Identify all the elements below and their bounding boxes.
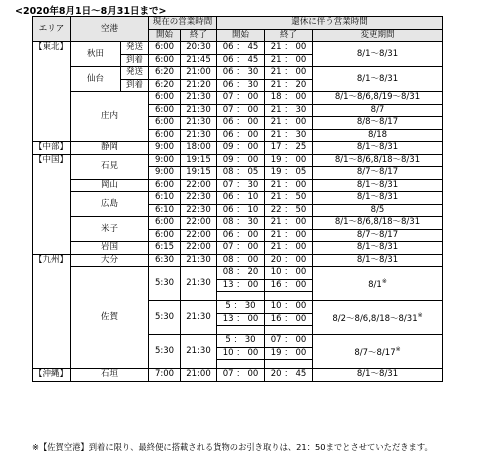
current-end-cell: 22:00	[181, 217, 217, 230]
period-cell: 8/2～8/6,8/18～8/31※	[313, 301, 443, 335]
airport-cell: 静岡	[71, 142, 149, 155]
summer-end-cell: 19 ： 00	[265, 154, 313, 167]
current-start-cell: 6:00	[149, 54, 181, 67]
footnote: ※【佐賀空港】到着に限り、最終便に搭載される貨物のお引き取りは、21：50までとさせていただきます。	[32, 442, 433, 452]
summer-end-cell: 21 ： 00	[265, 229, 313, 242]
header-summer: 還休に伴う営業時間	[217, 17, 443, 30]
table-row	[33, 254, 443, 267]
summer-end-cell: 21 ： 00	[265, 117, 313, 130]
airport-cell: 石見	[71, 154, 149, 179]
current-start-cell: 6:10	[149, 192, 181, 205]
summer-start-cell: 08 ： 05	[217, 167, 265, 180]
type-cell: 到着	[121, 54, 149, 67]
airport-cell: 仙台	[71, 67, 121, 92]
summer-end-cell: 20 ： 45	[265, 369, 313, 382]
type-cell: 到着	[121, 79, 149, 92]
current-start-cell: 9:00	[149, 154, 181, 167]
period-cell: 8/1～8/6,8/18～8/31	[313, 154, 443, 167]
summer-start-cell: 5 ： 30	[217, 301, 265, 314]
airport-cell: 広島	[71, 192, 149, 217]
summer-start-cell: 06 ： 10	[217, 192, 265, 205]
summer-start-cell: 06 ： 10	[217, 204, 265, 217]
table-row	[33, 192, 443, 205]
current-end-cell: 21:30	[181, 335, 217, 369]
current-start-cell: 9:00	[149, 167, 181, 180]
summer-start-cell: 06 ： 00	[217, 129, 265, 142]
summer-end-cell: 17 ： 25	[265, 142, 313, 155]
airport-cell: 佐賀	[71, 267, 149, 369]
summer-start-cell: 10 ： 00	[217, 347, 265, 360]
table-row	[33, 92, 443, 105]
period-cell: 8/1～8/6,8/19～8/31	[313, 92, 443, 105]
period-cell: 8/18	[313, 129, 443, 142]
area-cell: 【九州】	[33, 254, 71, 369]
period-cell: 8/5	[313, 204, 443, 217]
period-cell: 8/1～8/31	[313, 242, 443, 255]
current-end-cell: 22:00	[181, 242, 217, 255]
current-end-cell: 21:30	[181, 104, 217, 117]
summer-end-cell: 22 ： 50	[265, 204, 313, 217]
summer-end-cell: 21 ： 30	[265, 129, 313, 142]
summer-start-cell: 5 ： 30	[217, 335, 265, 348]
current-end-cell: 20:30	[181, 42, 217, 55]
current-start-cell: 6:00	[149, 229, 181, 242]
header-current-start: 開始	[149, 29, 181, 42]
table-row	[33, 179, 443, 192]
table-row	[33, 217, 443, 230]
airport-cell: 庄内	[71, 92, 149, 142]
summer-end-cell: 07 ： 00	[265, 335, 313, 348]
period-cell: 8/1～8/6,8/18～8/31	[313, 217, 443, 230]
current-start-cell: 7:00	[149, 369, 181, 382]
summer-end-cell: 21 ： 00	[265, 67, 313, 80]
summer-end-cell: 19 ： 00	[265, 347, 313, 360]
current-start-cell: 6:20	[149, 67, 181, 80]
summer-start-cell: 06 ： 45	[217, 54, 265, 67]
summer-start-cell: 08 ： 00	[217, 254, 265, 267]
table-row	[33, 42, 443, 55]
current-end-cell: 22:30	[181, 204, 217, 217]
current-end-cell: 19:15	[181, 167, 217, 180]
airport-cell: 石垣	[71, 369, 149, 382]
current-start-cell: 6:00	[149, 42, 181, 55]
period-cell: 8/1～8/31	[313, 192, 443, 205]
summer-end-cell: 16 ： 00	[265, 279, 313, 292]
airport-cell: 米子	[71, 217, 149, 242]
current-end-cell: 21:00	[181, 67, 217, 80]
summer-end-cell: 21 ： 00	[265, 242, 313, 255]
airport-cell: 岩国	[71, 242, 149, 255]
current-start-cell: 6:30	[149, 254, 181, 267]
current-start-cell: 5:30	[149, 335, 181, 369]
summer-start-cell: 06 ： 30	[217, 79, 265, 92]
summer-start-cell: 07 ： 00	[217, 242, 265, 255]
period-cell: 8/1～8/31	[313, 42, 443, 67]
summer-start-cell: 06 ： 00	[217, 229, 265, 242]
current-end-cell: 21:30	[181, 267, 217, 301]
current-end-cell: 21:20	[181, 79, 217, 92]
current-end-cell: 21:30	[181, 301, 217, 335]
area-cell: 【沖縄】	[33, 369, 71, 382]
period-cell: 8/7～8/17	[313, 167, 443, 180]
header-summer-end: 終了	[265, 29, 313, 42]
airport-cell: 岡山	[71, 179, 149, 192]
summer-end-cell: 10 ： 00	[265, 301, 313, 314]
period-cell: 8/1～8/31	[313, 254, 443, 267]
current-start-cell: 6:00	[149, 179, 181, 192]
table-row	[33, 142, 443, 155]
period-cell: 8/1～8/31	[313, 369, 443, 382]
table-row	[33, 267, 443, 280]
airport-cell: 秋田	[71, 42, 121, 67]
summer-start-cell: 07 ： 00	[217, 104, 265, 117]
header-current: 現在の営業時間	[149, 17, 217, 30]
type-cell: 発送	[121, 67, 149, 80]
current-end-cell: 21:45	[181, 54, 217, 67]
period-cell: 8/7～8/17※	[313, 335, 443, 369]
summer-start-cell: 08 ： 30	[217, 217, 265, 230]
summer-end-cell: 21 ： 50	[265, 192, 313, 205]
current-end-cell: 21:00	[181, 369, 217, 382]
current-start-cell: 6:10	[149, 204, 181, 217]
page-title: <2020年8月1日～8月31日まで>	[15, 6, 167, 17]
current-start-cell: 6:00	[149, 129, 181, 142]
summer-end-cell: 16 ： 00	[265, 313, 313, 326]
current-end-cell: 19:15	[181, 154, 217, 167]
period-cell: 8/8～8/17	[313, 117, 443, 130]
current-start-cell: 6:00	[149, 117, 181, 130]
current-start-cell: 5:30	[149, 267, 181, 301]
current-end-cell: 22:00	[181, 229, 217, 242]
current-start-cell: 5:30	[149, 301, 181, 335]
current-end-cell: 21:30	[181, 129, 217, 142]
header-airport: 空港	[71, 17, 149, 42]
type-cell: 発送	[121, 42, 149, 55]
period-cell: 8/1※	[313, 267, 443, 301]
area-cell: 【中部】	[33, 142, 71, 155]
summer-start-cell: 06 ： 00	[217, 117, 265, 130]
table-row	[33, 369, 443, 382]
period-cell: 8/1～8/31	[313, 142, 443, 155]
period-cell: 8/7～8/17	[313, 229, 443, 242]
current-end-cell: 21:30	[181, 254, 217, 267]
current-end-cell: 21:30	[181, 117, 217, 130]
current-end-cell: 21:30	[181, 92, 217, 105]
current-start-cell: 6:00	[149, 92, 181, 105]
summer-end-cell: 21 ： 00	[265, 217, 313, 230]
current-start-cell: 6:20	[149, 79, 181, 92]
summer-start-cell: 07 ： 00	[217, 369, 265, 382]
summer-end-cell: 21 ： 00	[265, 179, 313, 192]
table-row	[33, 242, 443, 255]
hours-table	[32, 16, 443, 382]
table-row	[33, 154, 443, 167]
area-cell: 【中国】	[33, 154, 71, 254]
summer-start-cell: 08 ： 20	[217, 267, 265, 280]
current-start-cell: 6:00	[149, 217, 181, 230]
summer-end-cell: 18 ： 00	[265, 92, 313, 105]
current-end-cell: 22:00	[181, 179, 217, 192]
header-change-period: 変更期間	[313, 29, 443, 42]
summer-end-cell: 10 ： 00	[265, 267, 313, 280]
summer-start-cell: 13 ： 00	[217, 313, 265, 326]
summer-end-cell: 20 ： 00	[265, 254, 313, 267]
current-end-cell: 18:00	[181, 142, 217, 155]
summer-start-cell: 09 ： 00	[217, 154, 265, 167]
summer-end-cell: 21 ： 20	[265, 79, 313, 92]
period-cell: 8/1～8/31	[313, 67, 443, 92]
header-area: エリア	[33, 17, 71, 42]
summer-start-cell: 13 ： 00	[217, 279, 265, 292]
summer-start-cell: 09 ： 00	[217, 142, 265, 155]
header-summer-start: 開始	[217, 29, 265, 42]
summer-end-cell: 21 ： 00	[265, 42, 313, 55]
summer-end-cell: 21 ： 00	[265, 54, 313, 67]
airport-cell: 大分	[71, 254, 149, 267]
summer-end-cell: 19 ： 05	[265, 167, 313, 180]
current-start-cell: 6:00	[149, 104, 181, 117]
summer-start-cell: 07 ： 00	[217, 92, 265, 105]
current-end-cell: 22:30	[181, 192, 217, 205]
current-start-cell: 9:00	[149, 142, 181, 155]
summer-end-cell: 21 ： 30	[265, 104, 313, 117]
period-cell: 8/7	[313, 104, 443, 117]
summer-start-cell: 06 ： 45	[217, 42, 265, 55]
period-cell: 8/1～8/31	[313, 179, 443, 192]
current-start-cell: 6:15	[149, 242, 181, 255]
header-current-end: 終了	[181, 29, 217, 42]
summer-start-cell: 06 ： 30	[217, 67, 265, 80]
table-row	[33, 67, 443, 80]
summer-start-cell: 07 ： 30	[217, 179, 265, 192]
area-cell: 【東北】	[33, 42, 71, 142]
